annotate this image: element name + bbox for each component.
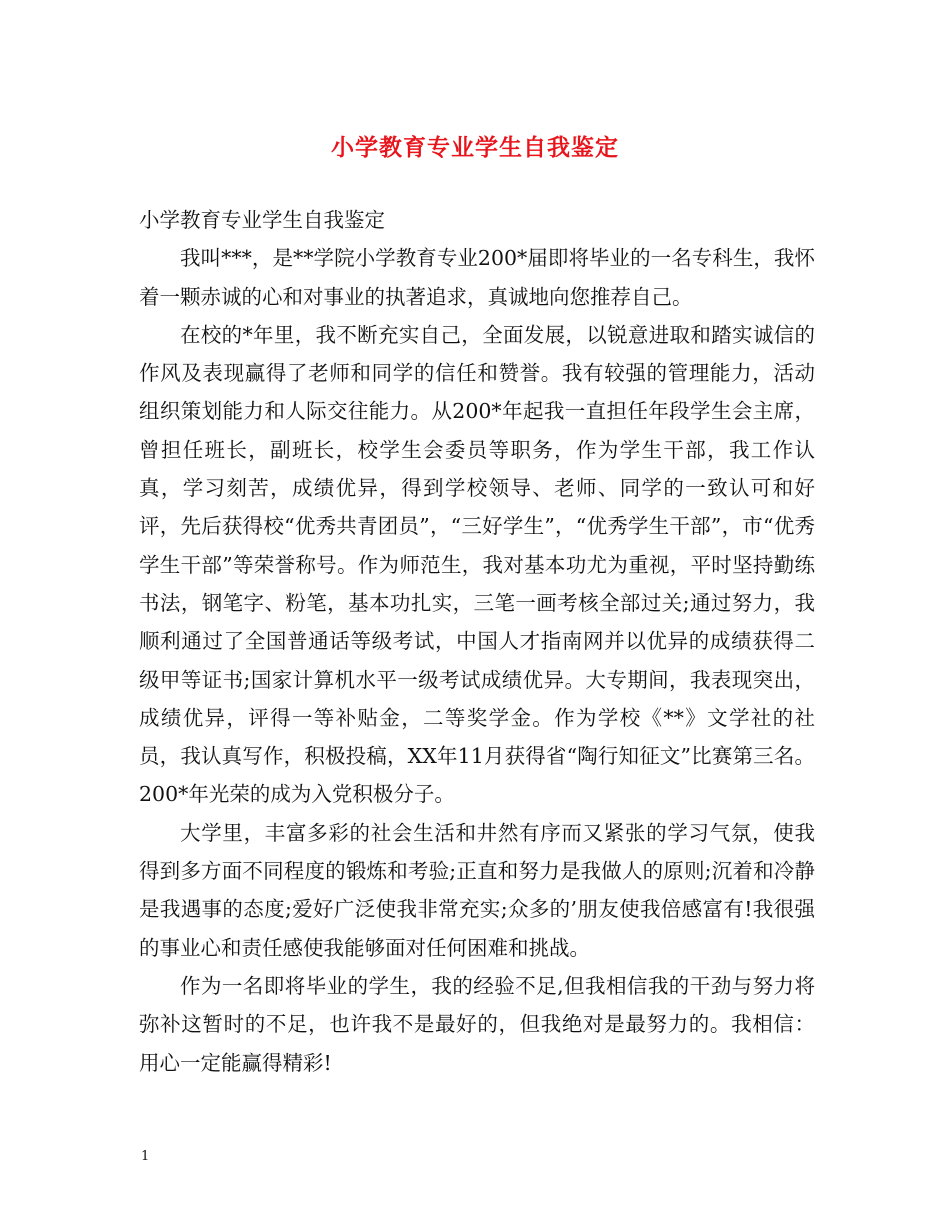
paragraph-intro: 我叫***，是**学院小学教育专业200*届即将毕业的一名专科生，我怀着一颗赤诚的心和对事业的执著追求，真诚地向您推荐自己。 <box>139 246 815 309</box>
paragraph-university-life: 大学里，丰富多彩的社会生活和井然有序而又紧张的学习气氛，使我得到多方面不同程度的锻炼和考验;正直和努力是我做人的原则;沉着和冷静是我遇事的态度;爱好广泛使我非常充实;众多的’朋友使我倍感富有!我很强的事业心和责任感使我能够面对任何困难和挑战。 <box>139 820 815 960</box>
document-title: 小学教育专业学生自我鉴定 <box>331 134 619 161</box>
document-body <box>139 201 815 1082</box>
document-subtitle: 小学教育专业学生自我鉴定 <box>139 208 385 232</box>
paragraph-school-achievements: 在校的*年里，我不断充实自己，全面发展，以锐意进取和踏实诚信的作风及表现赢得了老师和同学的信任和赞誉。我有较强的管理能力，活动组织策划能力和人际交往能力。从200*年起我一直担任年段学生会主席，曾担任班长，副班长，校学生会委员等职务，作为学生干部，我工作认真，学习刻苦，成绩优异，得到学校领导、老师、同学的一致认可和好评，先后获得校“优秀共青团员”，“三好学生”，“优秀学生干部”，市“优秀学生干部”等荣誉称号。作为师范生，我对基本功尤为重视，平时坚持勤练书法，钢笔字、粉笔，基本功扎实，三笔一画考核全部过关;通过努力，我顺利通过了全国普通话等级考试，中国人才指南网并以优异的成绩获得二级甲等证书;国家计算机水平一级考试成绩优异。大专期间，我表现突出，成绩优异，评得一等补贴金，二等奖学金。作为学校《**》文学社的社员，我认真写作，积极投稿，XX年11月获得省“陶行知征文”比赛第三名。200*年光荣的成为入党积极分子。 <box>139 322 815 807</box>
page-number: 1 <box>141 1149 150 1164</box>
paragraph-conclusion: 作为一名即将毕业的学生，我的经验不足,但我相信我的干劲与努力将弥补这暂时的不足，也许我不是最好的，但我绝对是最努力的。我相信：用心一定能赢得精彩! <box>139 973 815 1075</box>
